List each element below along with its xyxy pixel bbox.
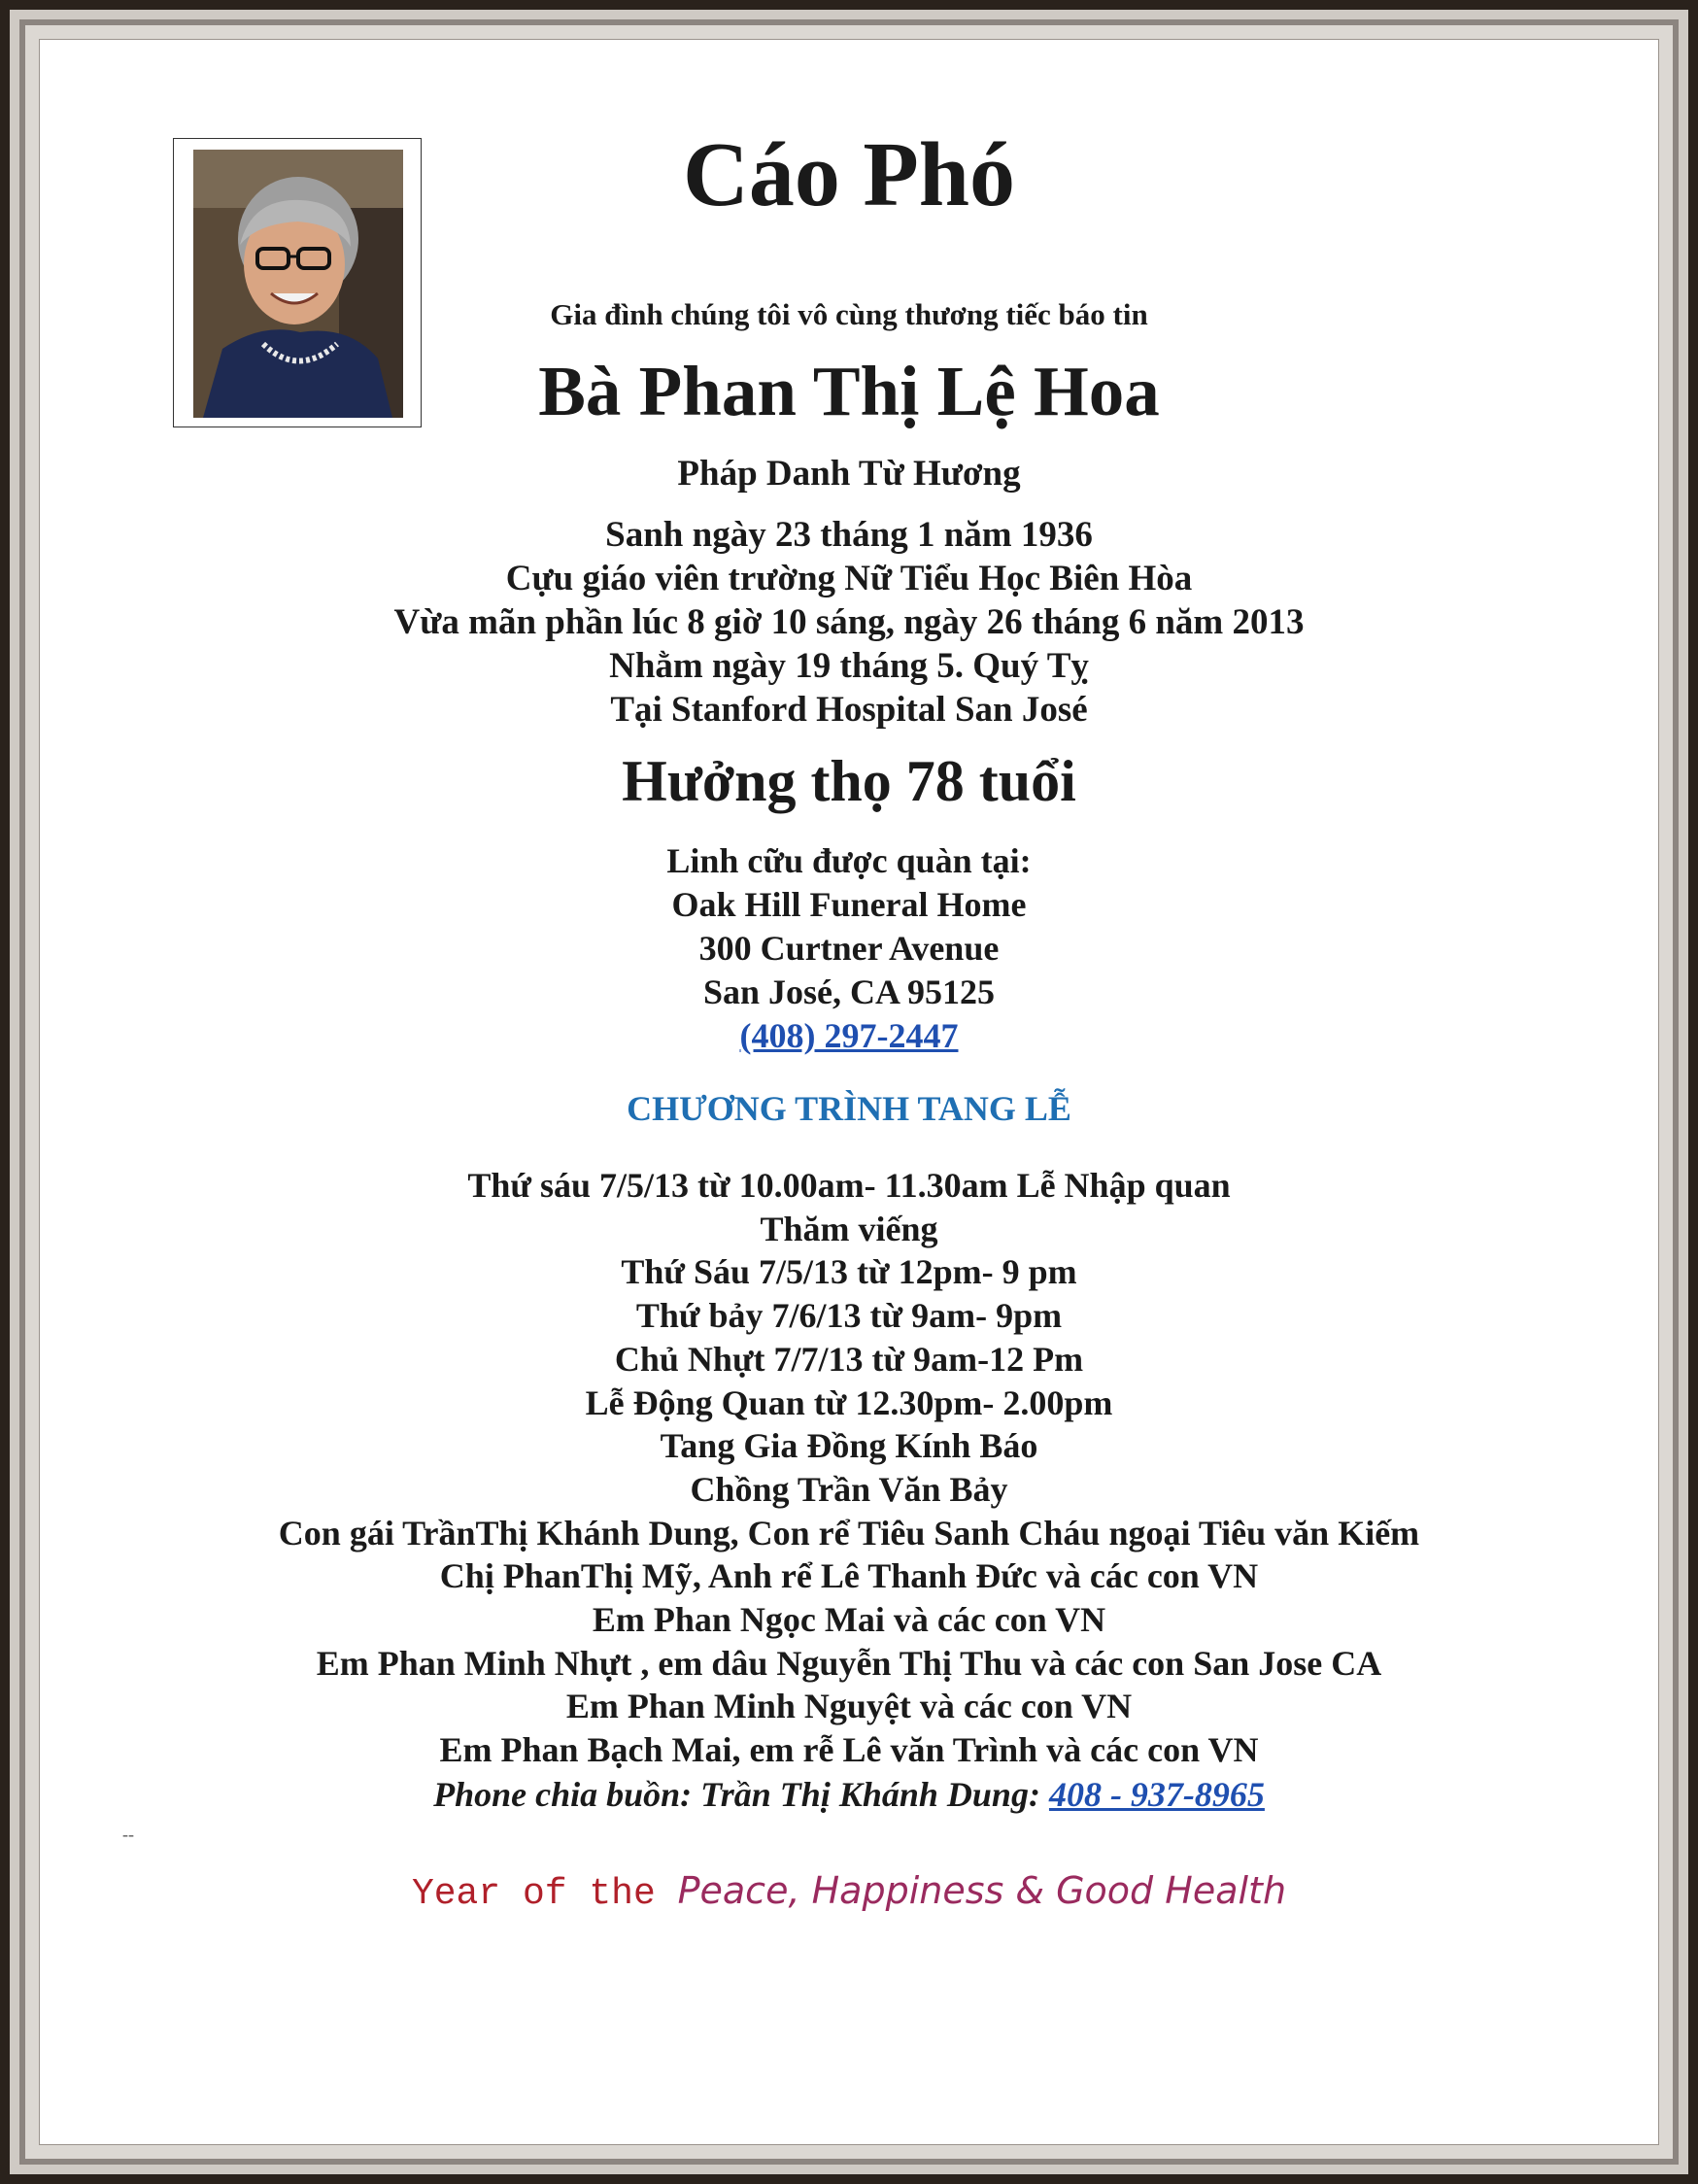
birth-date-line: Sanh ngày 23 tháng 1 năm 1936 — [605, 515, 1093, 555]
list-item: Em Phan Bạch Mai, em rễ Lê văn Trình và các con VN — [439, 1730, 1259, 1770]
footer-tagline-part-1: Year of the — [411, 1873, 678, 1915]
list-item: Chị PhanThị Mỹ, Anh rể Lê Thanh Đức và các con VN — [439, 1556, 1259, 1596]
list-item: Thứ bảy 7/6/13 từ 9am- 9pm — [635, 1296, 1063, 1336]
funeral-home-city: San José, CA 95125 — [702, 973, 996, 1011]
dharma-name: Pháp Danh Từ Hương — [677, 454, 1021, 494]
list-item: Em Phan Minh Nhựt , em dâu Nguyễn Thị Thu và các con San Jose CA — [316, 1643, 1382, 1683]
footer-tagline — [0, 1869, 1698, 1915]
list-item: Em Phan Ngọc Mai và các con VN — [592, 1600, 1106, 1640]
separator-mark: -- — [122, 1825, 134, 1844]
occupation-line: Cựu giáo viên trường Nữ Tiểu Học Biên Hòa — [505, 559, 1193, 598]
list-item: Tang Gia Đồng Kính Báo — [660, 1426, 1038, 1466]
list-item: Em Phan Minh Nguyệt và các con VN — [565, 1687, 1133, 1726]
page-title: Cáo Phó — [682, 124, 1016, 225]
condolence-phone-line — [0, 1774, 1698, 1815]
footer-tagline-part-2: Peace, Happiness & Good Health — [677, 1869, 1287, 1912]
list-item: Con gái TrầnThị Khánh Dung, Con rể Tiêu Sanh Cháu ngoại Tiêu văn Kiếm — [278, 1513, 1420, 1553]
schedule-and-family-list — [0, 1164, 1698, 1772]
program-heading: CHƯƠNG TRÌNH TANG LỄ — [627, 1089, 1071, 1128]
list-item: Chồng Trần Văn Bảy — [690, 1469, 1008, 1509]
passing-date-line: Vừa mãn phần lúc 8 giờ 10 sáng, ngày 26 tháng 6 năm 2013 — [393, 602, 1305, 642]
condolence-phone-link[interactable]: 408 - 937-8965 — [1048, 1775, 1265, 1814]
list-item: Thứ sáu 7/5/13 từ 10.00am- 11.30am Lễ Nhập quan — [467, 1166, 1231, 1205]
funeral-home-street: 300 Curtner Avenue — [698, 929, 1000, 968]
condolence-label: Phone chia buồn: Trần Thị Khánh Dung: — [433, 1775, 1049, 1814]
announcement-intro: Gia đình chúng tôi vô cùng thương tiếc báo tin — [550, 297, 1148, 331]
list-item: Lễ Động Quan từ 12.30pm- 2.00pm — [585, 1382, 1113, 1422]
age-line: Hưởng thọ 78 tuổi — [622, 749, 1076, 813]
list-item: Thứ Sáu 7/5/13 từ 12pm- 9 pm — [621, 1252, 1077, 1292]
deceased-name: Bà Phan Thị Lệ Hoa — [538, 352, 1160, 430]
list-item: Chủ Nhựt 7/7/13 từ 9am-12 Pm — [614, 1339, 1084, 1379]
funeral-home-name: Oak Hill Funeral Home — [671, 885, 1027, 924]
lunar-date-line: Nhằm ngày 19 tháng 5. Quý Tỵ — [609, 646, 1089, 686]
biography-block — [0, 513, 1698, 732]
funeral-home-block — [0, 839, 1698, 1058]
place-of-passing-line: Tại Stanford Hospital San José — [610, 690, 1088, 730]
lying-in-state-label: Linh cữu được quàn tại: — [666, 841, 1032, 880]
list-item: Thăm viếng — [760, 1209, 938, 1248]
funeral-home-phone-link[interactable]: (408) 297-2447 — [739, 1016, 959, 1055]
